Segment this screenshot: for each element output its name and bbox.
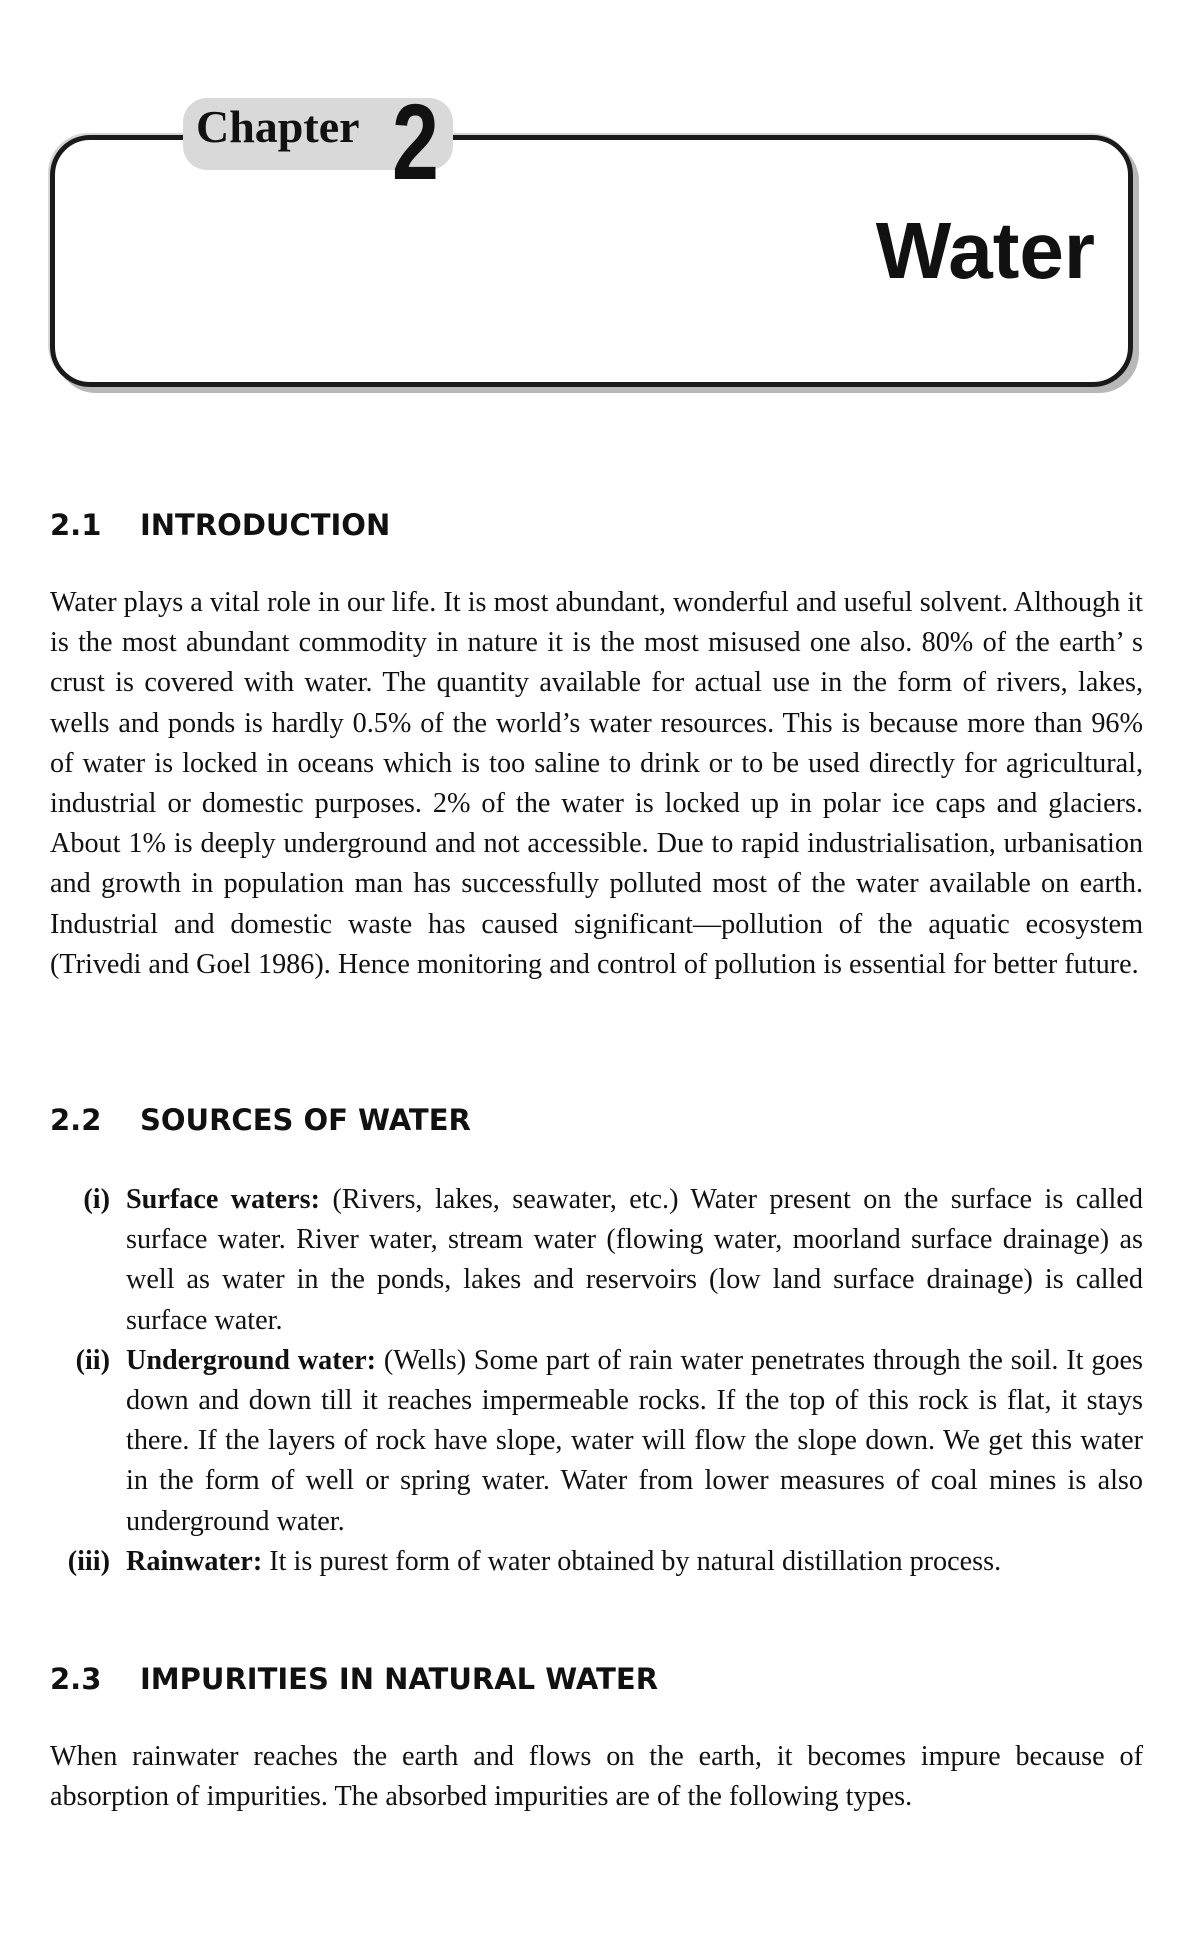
list-item	[50, 1341, 1143, 1542]
impurities-paragraph: When rainwater reaches the earth and flows on the earth, it becomes impure because of absorption of impurities. The absorbed impurities are of the following types.	[50, 1741, 1143, 1813]
section-number: 2.2	[50, 1103, 102, 1137]
section-number: 2.1	[50, 508, 102, 542]
list-term: Surface waters:	[126, 1184, 321, 1215]
list-item	[50, 1542, 1143, 1582]
chapter-number: 2	[392, 81, 439, 202]
list-term: Rainwater:	[126, 1545, 263, 1577]
list-text: It is purest form of water obtained by natural distillation process.	[262, 1545, 1002, 1577]
section-title: IMPURITIES IN NATURAL WATER	[140, 1662, 659, 1696]
list-text: (Rivers, lakes, seawater, etc.) Water present on the surface is called surface water. River water, stream water (flowing water, moorland surface drainage) as well as water in the ponds, lakes and reservoirs (low land surface drainage) is called surface water.	[126, 1184, 1143, 1336]
list-text: (Wells) Some part of rain water penetrates through the soil. It goes down and down till it reaches impermeable rocks. If the top of this rock is flat, it stays there. If the layers of rock have slope, water will flow the slope down. We get this water in the form of well or spring water. Water from lower measures of coal mines is also underground water.	[126, 1344, 1143, 1537]
section-title: SOURCES OF WATER	[140, 1103, 471, 1137]
chapter-title: Water	[875, 206, 1095, 295]
introduction-paragraph: Water plays a vital role in our life. It is most abundant, wonderful and useful solvent. Although it is the most abundant commodity in nature it is the most misused one also. 80% of the earth’ s crust is covered with water. The quantity available for actual use in the form of rivers, lakes, wells and ponds is hardly 0.5% of the world’s water resources. This is because more than 96% of water is locked in oceans which is too saline to drink or to be used directly for agricultural, industrial or domestic purposes. 2% of the water is locked up in polar ice caps and glaciers. About 1% is deeply underground and not accessible. Due to rapid industrialisation, urbanisation and growth in population man has successfully polluted most of the water available on earth. Industrial and domestic waste has caused significant—pollution of the aquatic ecosystem (Trivedi and Goel 1986). Hence monitoring and control of pollution is essential for better future.	[50, 587, 1143, 980]
list-marker: (i)	[83, 1184, 110, 1215]
section-heading-introduction	[50, 508, 390, 542]
section-heading-sources	[50, 1103, 471, 1137]
sources-list	[50, 1180, 1143, 1582]
section-number: 2.3	[50, 1662, 102, 1696]
list-marker: (iii)	[67, 1545, 110, 1577]
section-heading-impurities	[50, 1662, 658, 1696]
list-term: Underground water:	[126, 1344, 377, 1376]
list-item	[50, 1180, 1143, 1341]
chapter-label: Chapter	[196, 101, 360, 152]
section-title: INTRODUCTION	[140, 508, 391, 542]
list-marker: (ii)	[75, 1344, 110, 1376]
